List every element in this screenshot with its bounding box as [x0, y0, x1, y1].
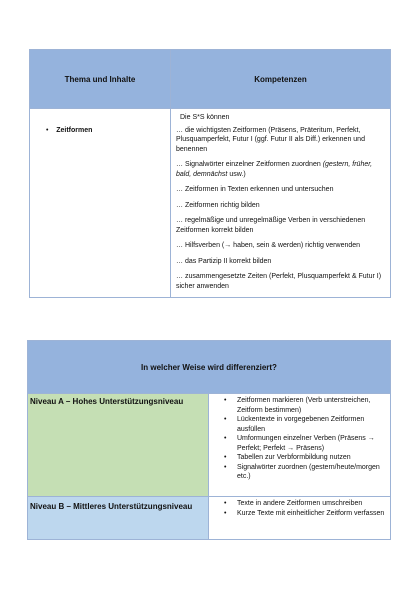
task-item: • Umformungen einzelner Verben (Präsens → Perfekt; Perfekt → Präsens) [237, 434, 386, 453]
task-item: • Kurze Texte mit einheitlicher Zeitform verfassen [237, 509, 386, 519]
header-topics: Thema und Inhalte [30, 50, 171, 109]
competencies-cell [171, 109, 391, 298]
task-item: • Zeitformen markieren (Verb unterstreichen, Zeitform bestimmen) [237, 396, 386, 415]
competency-item: … das Partizip II korrekt bilden [176, 257, 272, 265]
competency-table [29, 49, 391, 298]
level-a-tasks [209, 394, 391, 497]
level-a-label: Niveau A – Hohes Unterstützungsniveau [28, 394, 209, 497]
competency-item: … zusammengesetzte Zeiten (Perfekt, Plusquamperfekt & Futur I) sicher anwenden [176, 273, 382, 290]
header-competencies: Kompetenzen [171, 50, 391, 109]
competency-item: … regelmäßige und unregelmäßige Verben in verschiedenen Zeitformen korrekt bilden [176, 217, 366, 234]
competency-intro: Die S*S können [180, 114, 230, 121]
level-b-label: Niveau B – Mittleres Unterstützungsniveau [28, 497, 209, 540]
differentiation-title: In welcher Weise wird differenziert? [28, 341, 391, 394]
level-b-tasks [209, 497, 391, 540]
competency-item: … die wichtigsten Zeitformen (Präsens, Präteritum, Perfekt, Plusquamperfekt, Futur I (ggf. Futur II als Diff.) erkennen und benennen [176, 126, 365, 153]
topic-cell [30, 109, 171, 298]
differentiation-table [27, 340, 391, 540]
topic-label: Zeitformen [56, 127, 93, 134]
task-item: • Lückentexte in vorgegebenen Zeitformen ausfüllen [237, 415, 386, 434]
competency-item: … Signalwörter einzelner Zeitformen zuordnen (gestern, früher, bald, demnächst usw.) [176, 161, 373, 178]
task-item: • Texte in andere Zeitformen umschreiben [237, 499, 386, 509]
task-item: • Tabellen zur Verbformbildung nutzen [237, 453, 386, 463]
bullet-icon: • [46, 127, 49, 134]
signal-examples: (gestern, früher, bald, demnächst [176, 161, 373, 178]
task-item: • Signalwörter zuordnen (gestern/heute/morgen etc.) [237, 463, 386, 482]
competency-item: … Zeitformen richtig bilden [176, 201, 260, 209]
competency-item: … Zeitformen in Texten erkennen und untersuchen [176, 186, 334, 193]
competency-item: … Hilfsverben (→ haben, sein & werden) richtig verwenden [176, 242, 361, 249]
